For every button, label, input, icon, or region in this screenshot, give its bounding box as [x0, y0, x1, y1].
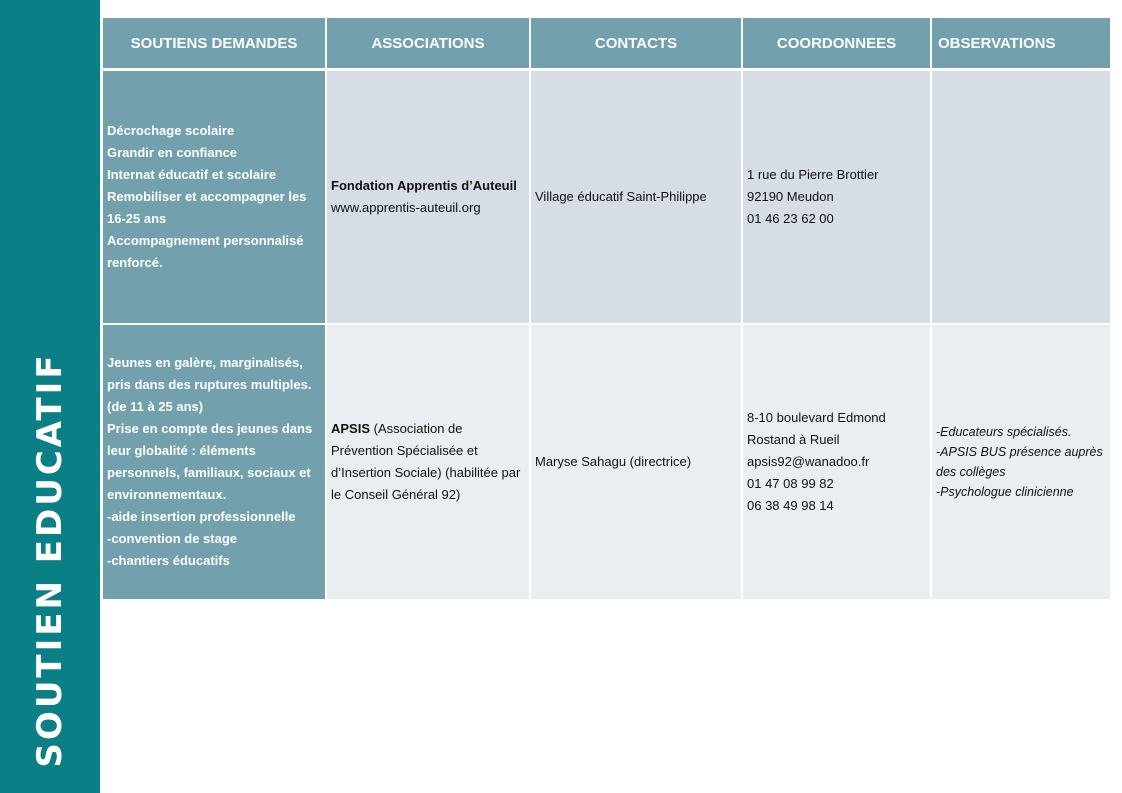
demande-line: -chantiers éducatifs — [107, 553, 230, 568]
demande-line: Décrochage scolaire — [107, 123, 235, 138]
cell-coordonnees — [742, 70, 931, 325]
table-row — [103, 324, 1110, 600]
observation-line: -Educateurs spécialisés. — [936, 425, 1072, 439]
coord-line: 01 46 23 62 00 — [747, 211, 834, 226]
header-coordonnees: COORDONNEES — [742, 18, 931, 70]
observation-line: -Psychologue clinicienne — [936, 485, 1074, 499]
header-soutiens: SOUTIENS DEMANDES — [103, 18, 326, 70]
cell-demandes — [103, 70, 326, 325]
demande-line: (de 11 à 25 ans) — [107, 399, 204, 414]
association-description: (Association de Prévention Spécialisée et d’Insertion Sociale) (habilitée par le Conseil Général 92) — [331, 421, 521, 502]
association-name: APSIS — [331, 421, 371, 436]
table-header-row — [103, 18, 1110, 70]
coord-line: 1 rue du Pierre Brottier — [747, 167, 879, 182]
demande-line: Prise en compte des jeunes dans leur globalité : éléments personnels, familiaux, sociaux et environnementaux. — [107, 421, 313, 502]
coord-email: apsis92@wanadoo.fr — [747, 454, 870, 469]
coord-line: 8-10 boulevard Edmond Rostand à Rueil — [747, 410, 886, 447]
demande-line: -aide insertion professionnelle — [107, 509, 296, 524]
demande-line: -convention de stage — [107, 531, 238, 546]
cell-contact: Maryse Sahagu (directrice) — [530, 324, 742, 600]
sidebar-band — [0, 0, 100, 793]
demande-line: Grandir en confiance — [107, 145, 238, 160]
page-title: SOUTIEN EDUCATIF — [30, 352, 70, 768]
cell-demandes — [103, 324, 326, 600]
cell-association — [326, 324, 530, 600]
demande-line: Internat éducatif et scolaire — [107, 167, 277, 182]
cell-contact: Village éducatif Saint-Philippe — [530, 70, 742, 325]
header-associations: ASSOCIATIONS — [326, 18, 530, 70]
header-observations: OBSERVATIONS — [931, 18, 1110, 70]
cell-association — [326, 70, 530, 325]
support-table — [103, 18, 1110, 601]
coord-line: 92190 Meudon — [747, 189, 834, 204]
cell-coordonnees — [742, 324, 931, 600]
coord-phone: 01 47 08 99 82 — [747, 476, 834, 491]
demande-line: Accompagnement personnalisé renforcé. — [107, 233, 304, 270]
association-website: www.apprentis-auteuil.org — [331, 200, 481, 215]
coord-phone: 06 38 49 98 14 — [747, 498, 834, 513]
association-name: Fondation Apprentis d’Auteuil — [331, 178, 517, 193]
observation-line: -APSIS BUS présence auprès des collèges — [936, 445, 1103, 479]
header-contacts: CONTACTS — [530, 18, 742, 70]
table-row — [103, 70, 1110, 325]
demande-line: Jeunes en galère, marginalisés, pris dans des ruptures multiples. — [107, 355, 312, 392]
cell-observations — [931, 70, 1110, 325]
cell-observations — [931, 324, 1110, 600]
demande-line: Remobiliser et accompagner les 16-25 ans — [107, 189, 307, 226]
